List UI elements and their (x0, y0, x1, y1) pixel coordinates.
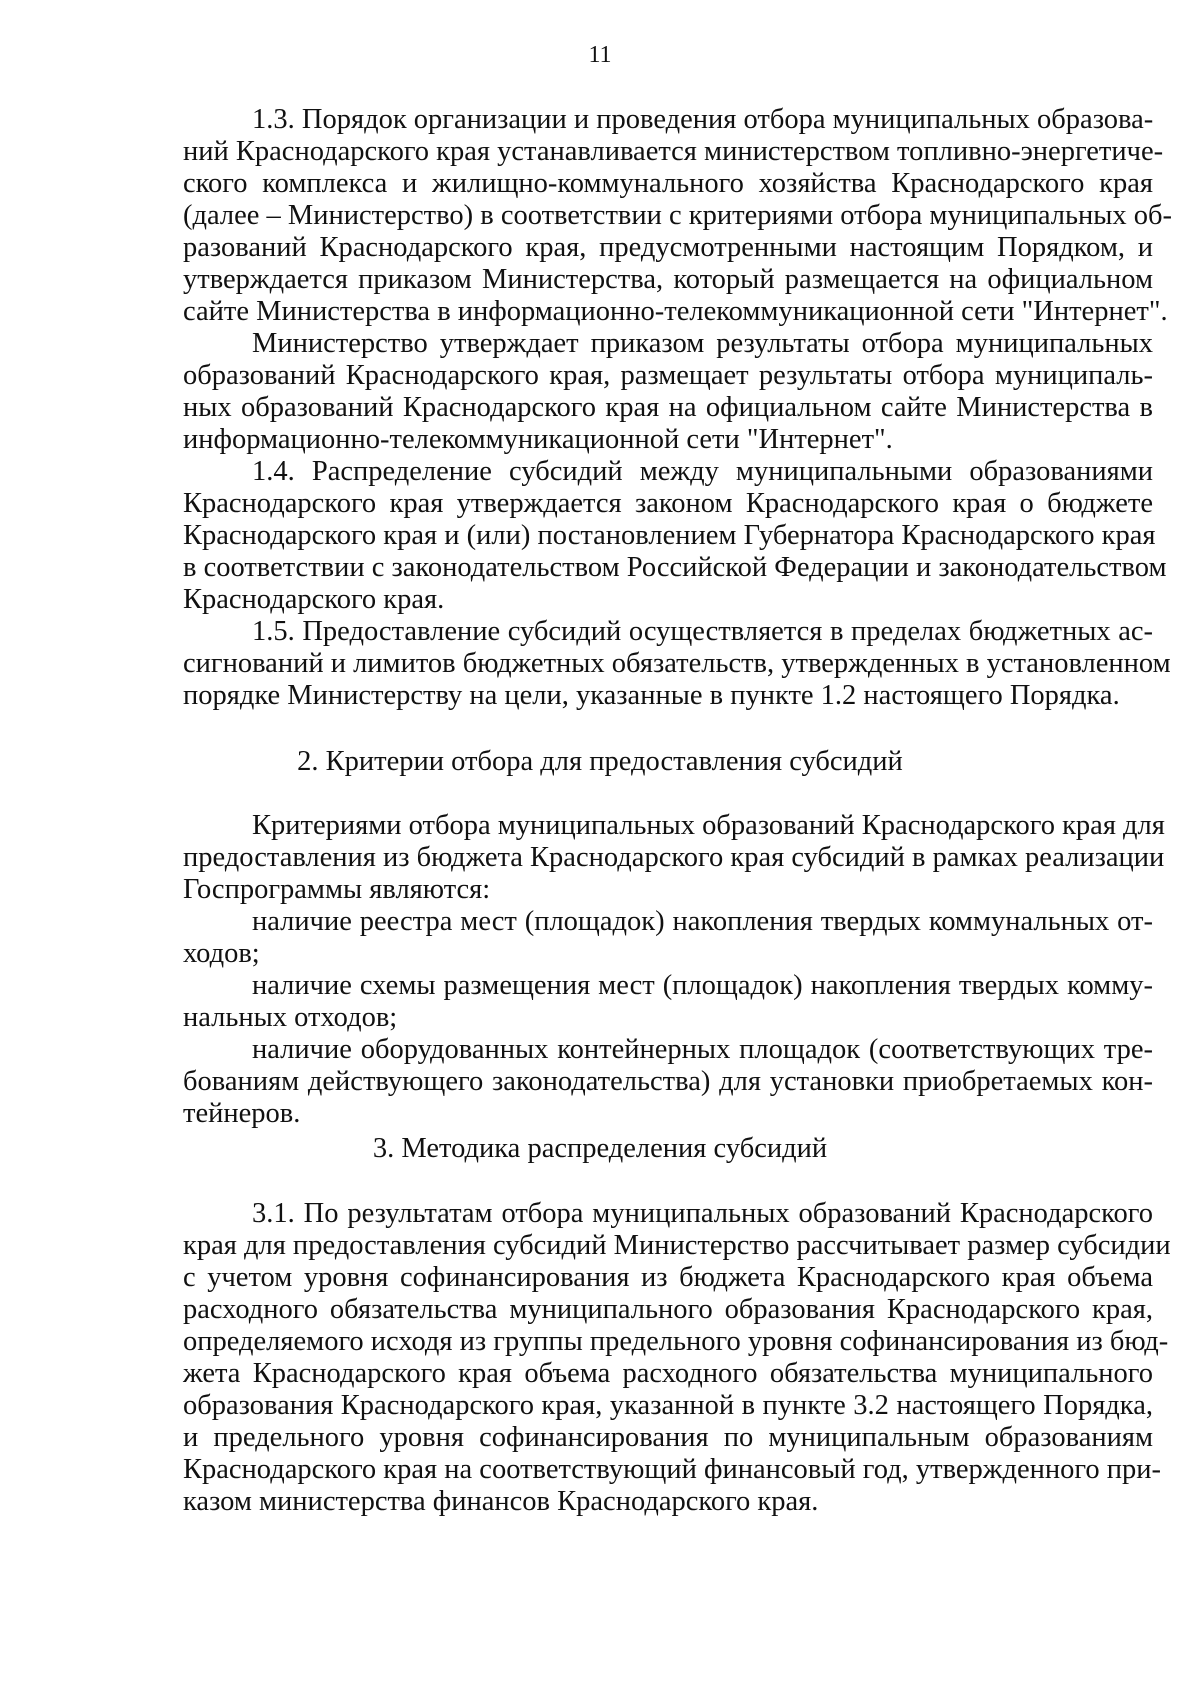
text-line: края для предоставления субсидий Министерство рассчитывает размер субсидии (183, 1230, 1171, 1261)
text-line: образования Краснодарского края, указанной в пункте 3.2 настоящего Порядка, (183, 1390, 1153, 1421)
text-line: с учетом уровня софинансирования из бюджета Краснодарского края объема (183, 1262, 1153, 1293)
text-line: жета Краснодарского края объема расходного обязательства муниципального (183, 1358, 1153, 1389)
text-line: расходного обязательства муниципального образования Краснодарского края, (183, 1294, 1153, 1325)
text-line: ходов; (183, 938, 260, 969)
text-line: в соответствии с законодательством Российской Федерации и законодательством (183, 552, 1167, 583)
text-line: Госпрограммы являются: (183, 874, 491, 905)
text-line: образований Краснодарского края, размещает результаты отбора муниципаль- (183, 360, 1153, 391)
text-line: 1.4. Распределение субсидий между муниципальными образованиями (252, 456, 1153, 487)
text-line: Краснодарского края на соответствующий финансовый год, утвержденного при- (183, 1454, 1161, 1485)
text-line: Критериями отбора муниципальных образований Краснодарского края для (252, 810, 1165, 841)
text-line: Краснодарского края. (183, 584, 445, 615)
text-line: бованиям действующего законодательства) для установки приобретаемых кон- (183, 1066, 1153, 1097)
text-line: нальных отходов; (183, 1002, 398, 1033)
text-line: предоставления из бюджета Краснодарского края субсидий в рамках реализации (183, 842, 1165, 873)
text-line: определяемого исходя из группы предельного уровня софинансирования из бюд- (183, 1326, 1169, 1357)
text-line: ных образований Краснодарского края на официальном сайте Министерства в (183, 392, 1153, 423)
text-line: 3.1. По результатам отбора муниципальных образований Краснодарского (252, 1198, 1153, 1229)
text-line: сайте Министерства в информационно-телекоммуникационной сети "Интернет". (183, 296, 1168, 327)
text-line: ского комплекса и жилищно-коммунального хозяйства Краснодарского края (183, 168, 1153, 199)
text-line: утверждается приказом Министерства, который размещается на официальном (183, 264, 1153, 295)
section-heading: 3. Методика распределения субсидий (372, 1133, 828, 1164)
text-line: ний Краснодарского края устанавливается министерством топливно-энергетиче- (183, 136, 1164, 167)
text-line: (далее – Министерство) в соответствии с критериями отбора муниципальных об- (183, 200, 1173, 231)
text-line: наличие реестра мест (площадок) накопления твердых коммунальных от- (252, 906, 1153, 937)
text-line: информационно-телекоммуникационной сети "Интернет". (183, 424, 893, 455)
text-line: наличие оборудованных контейнерных площадок (соответствующих тре- (252, 1034, 1153, 1065)
section-heading: 2. Критерии отбора для предоставления субсидий (297, 746, 903, 777)
text-line: и предельного уровня софинансирования по муниципальным образованиям (183, 1422, 1153, 1453)
text-line: тейнеров. (183, 1098, 301, 1129)
text-line: наличие схемы размещения мест (площадок) накопления твердых комму- (252, 970, 1153, 1001)
text-line: 1.3. Порядок организации и проведения отбора муниципальных образова- (252, 104, 1154, 135)
text-line: 1.5. Предоставление субсидий осуществляется в пределах бюджетных ас- (252, 616, 1153, 647)
text-line: казом министерства финансов Краснодарского края. (183, 1486, 819, 1517)
text-line: Министерство утверждает приказом результаты отбора муниципальных (252, 328, 1153, 359)
text-line: Краснодарского края и (или) постановлением Губернатора Краснодарского края (183, 520, 1156, 551)
text-line: разований Краснодарского края, предусмотренными настоящим Порядком, и (183, 232, 1153, 263)
text-line: Краснодарского края утверждается законом Краснодарского края о бюджете (183, 488, 1153, 519)
text-line: сигнований и лимитов бюджетных обязательств, утвержденных в установленном (183, 648, 1171, 679)
page-number: 11 (588, 42, 612, 68)
text-line: порядке Министерству на цели, указанные в пункте 1.2 настоящего Порядка. (183, 680, 1120, 711)
